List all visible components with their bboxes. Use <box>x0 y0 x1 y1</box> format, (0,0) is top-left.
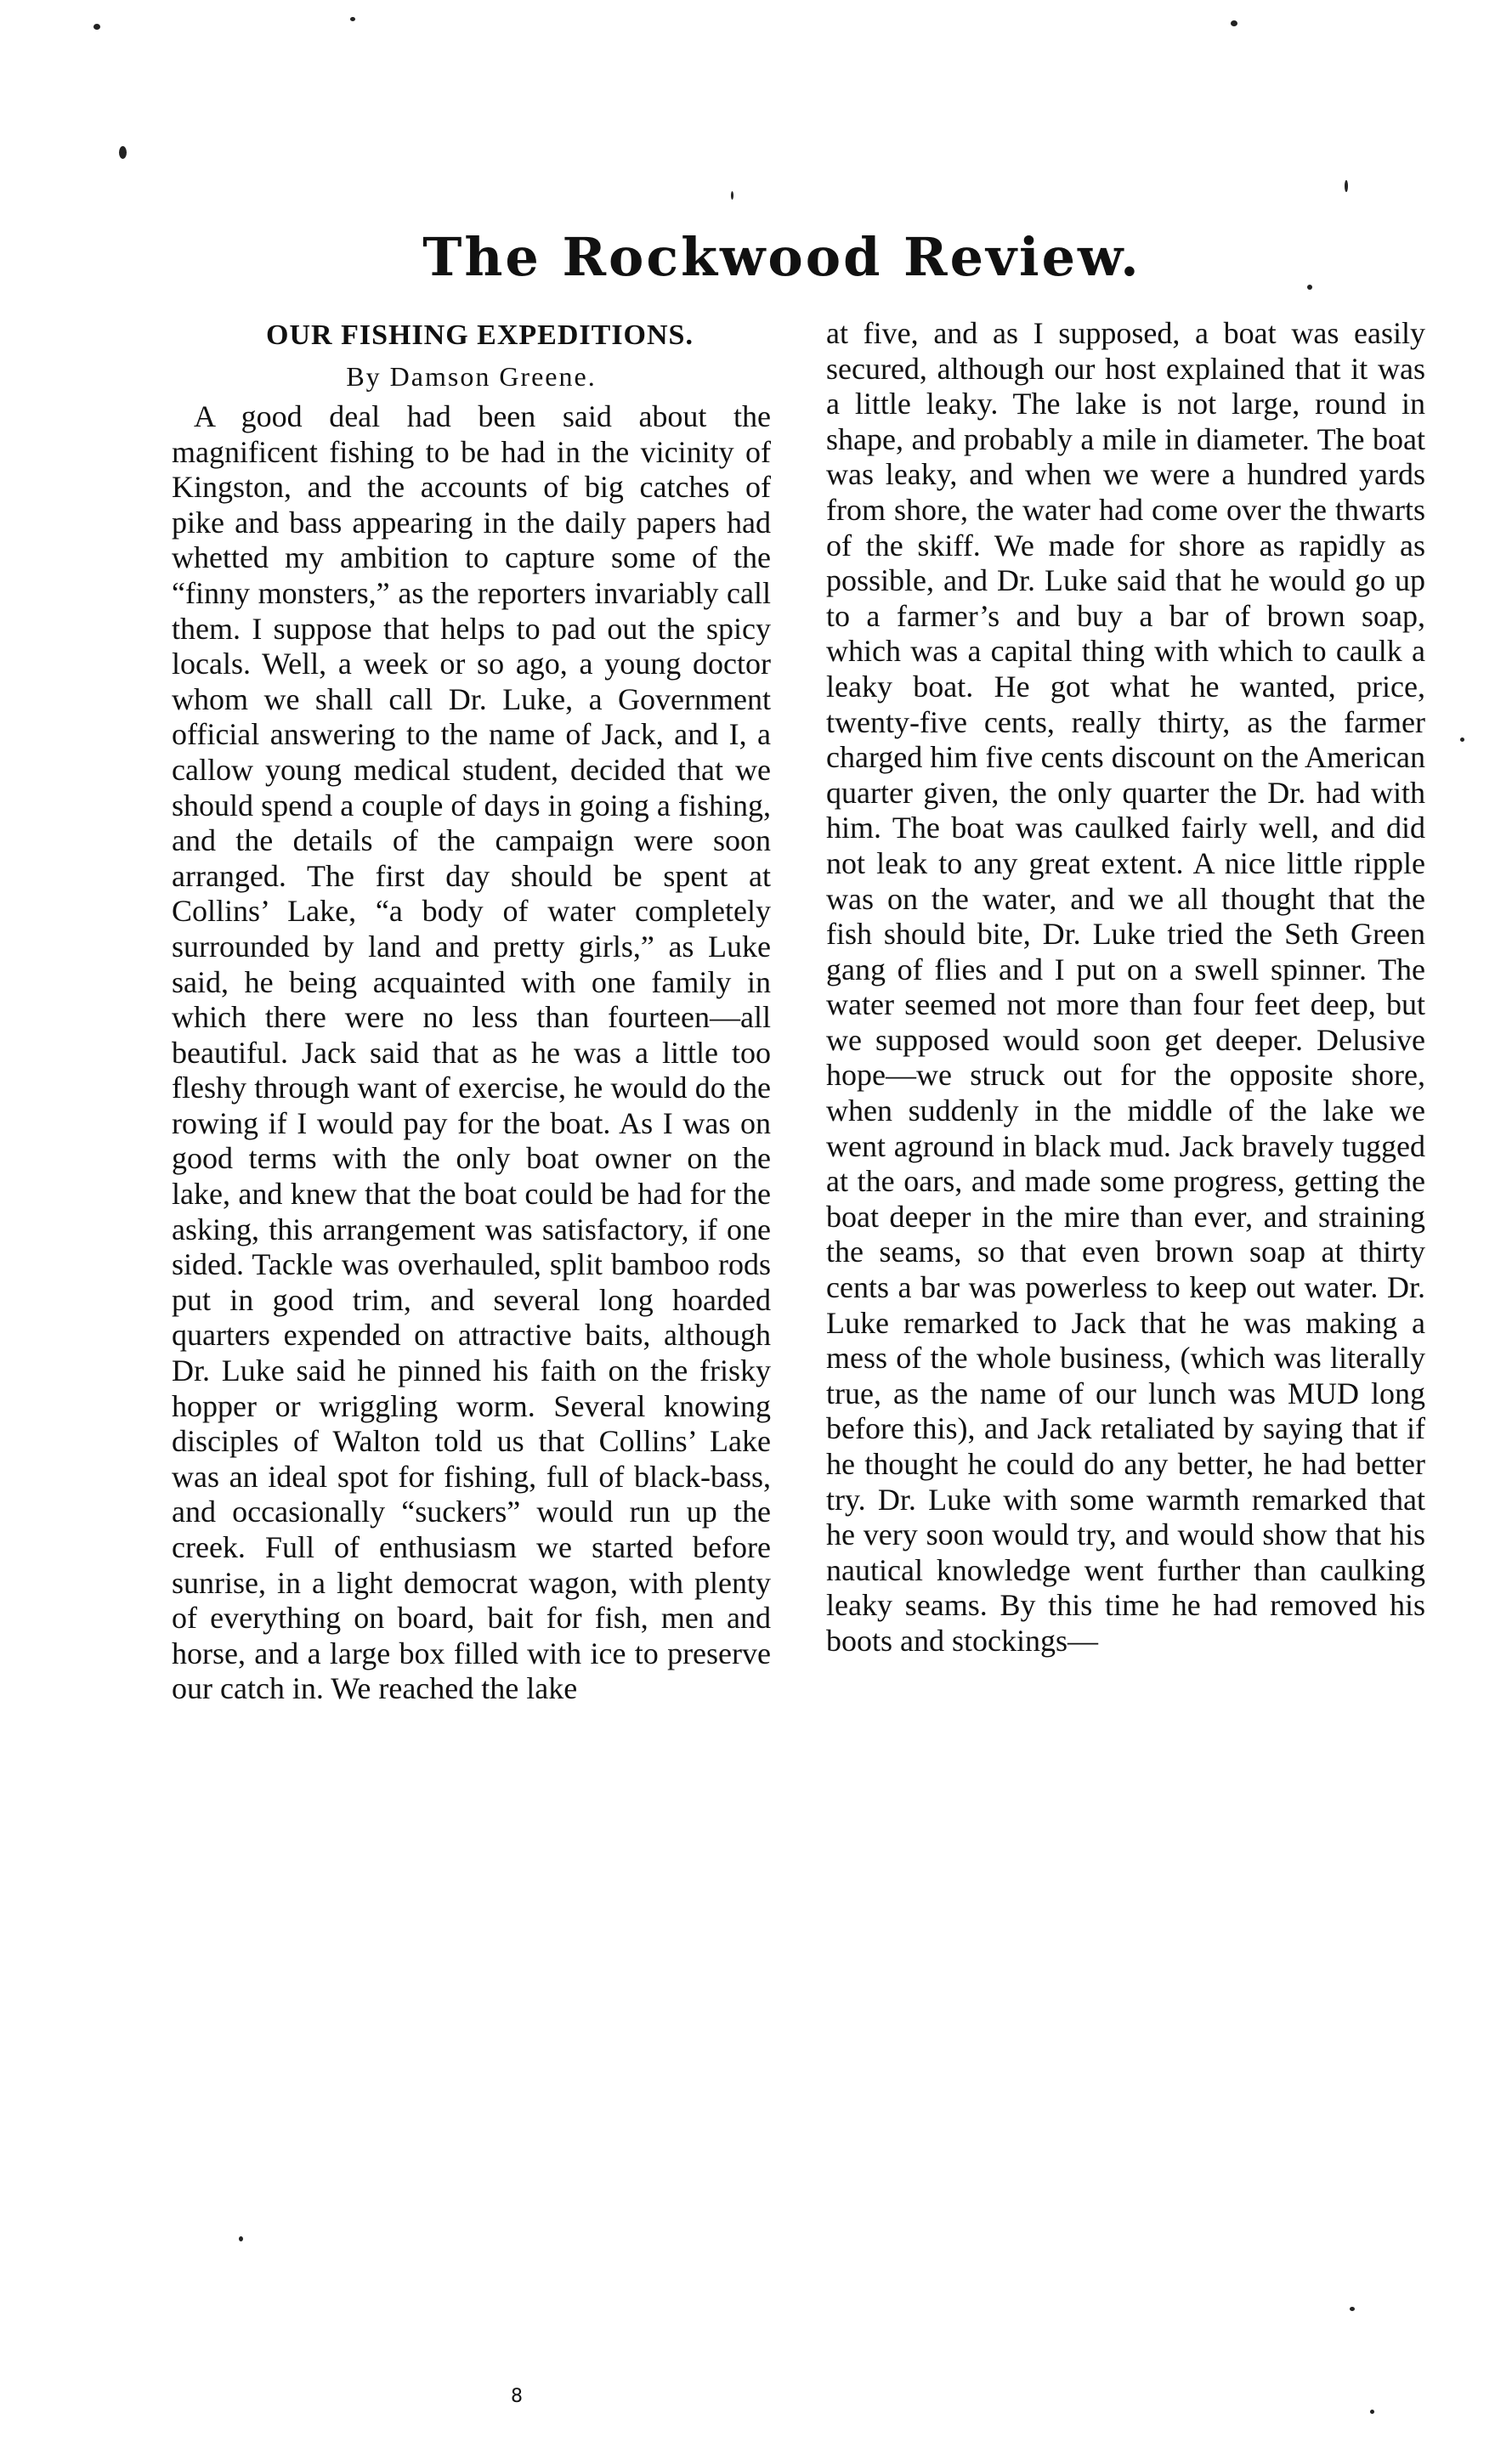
column-left <box>172 316 771 1707</box>
speck <box>239 2236 243 2241</box>
article-body-right: at five, and as I supposed, a boat was easily secured, although our host explained that it was a little leaky. The lake is not large, round in shape, and probably a mile in diameter. The boat was leaky, and when we were a hundred yards from shore, the water had come over the thwarts of the skiff. We made for shore as rapidly as possible, and Dr. Luke said that he would go up to a farmer’s and buy a bar of brown soap, which was a capital thing with which to caulk a leaky boat. He got what he wanted, price, twenty-five cents, really thirty, as the farmer charged him five cents discount on the American quarter given, the only quarter the Dr. had with him. The boat was caulked fairly well, and did not leak to any great extent. A nice little ripple was on the water, and we all thought that the fish should bite, Dr. Luke tried the Seth Green gang of flies and I put on a swell spinner. The water seemed not more than four feet deep, but we supposed would soon get deeper. Delusive hope—we struck out for the opposite shore, when suddenly in the middle of the lake we went aground in black mud. Jack bravely tugged at the oars, and made some progress, getting the boat deeper in the mire than ever, and straining the seams, so that even brown soap at thirty cents a bar was powerless to keep out water. Dr. Luke remarked to Jack that he was making a mess of the whole business, (which was literally true, as the name of our lunch was MUD long before this), and Jack retaliated by saying that if he thought he could do any better, he had better try. Dr. Luke with some warmth remarked that he very soon would try, and would show that his nautical knowledge went further than caulking leaky seams. By this time he had removed his boots and stockings— <box>826 316 1425 1658</box>
speck <box>350 17 355 21</box>
speck <box>731 191 733 200</box>
speck <box>1460 738 1464 742</box>
article-title: OUR FISHING EXPEDITIONS. <box>266 319 694 351</box>
speck <box>93 24 100 30</box>
speck <box>1370 2410 1374 2414</box>
speck <box>119 146 127 159</box>
speck <box>1231 20 1237 26</box>
speck <box>1307 285 1312 290</box>
speck <box>1350 2307 1355 2311</box>
masthead-title: The Rockwood Review. <box>422 226 1141 288</box>
page-folio: 8 <box>511 2386 523 2407</box>
speck <box>1345 180 1348 192</box>
article-body-left: A good deal had been said about the magnificent fishing to be had in the vicinity of Kingston, and the accounts of big catches of pike and bass appearing in the daily papers had whetted my ambition to capture some of the “finny monsters,” as the reporters invariably call them. I suppose that helps to pad out the spicy locals. Well, a week or so ago, a young doctor whom we shall call Dr. Luke, a Government official answering to the name of Jack, and I, a callow young medical student, decided that we should spend a couple of days in going a fishing, and the details of the campaign were soon arranged. The first day should be spent at Collins’ Lake, “a body of water completely surrounded by land and pretty girls,” as Luke said, he being acquainted with one family in which there were no less than fourteen—all beautiful. Jack said that as he was a little too fleshy through want of exercise, he would do the rowing if I would pay for the boat. As I was on good terms with the only boat owner on the lake, and knew that the boat could be had for the asking, this arrangement was satisfactory, if one sided. Tackle was overhauled, split bamboo rods put in good trim, and several long hoarded quarters expended on attractive baits, although Dr. Luke said he pinned his faith on the frisky hopper or wriggling worm. Several knowing disciples of Walton told us that Collins’ Lake was an ideal spot for fishing, full of black-bass, and occasionally “suckers” would run up the creek. Full of enthusiasm we started before sunrise, in a light democrat wagon, with plenty of everything on board, bait for fish, men and horse, and a large box filled with ice to preserve our catch in. We reached the lake <box>172 399 771 1706</box>
column-right <box>826 316 1425 1659</box>
article-byline: By Damson Greene. <box>346 361 597 392</box>
